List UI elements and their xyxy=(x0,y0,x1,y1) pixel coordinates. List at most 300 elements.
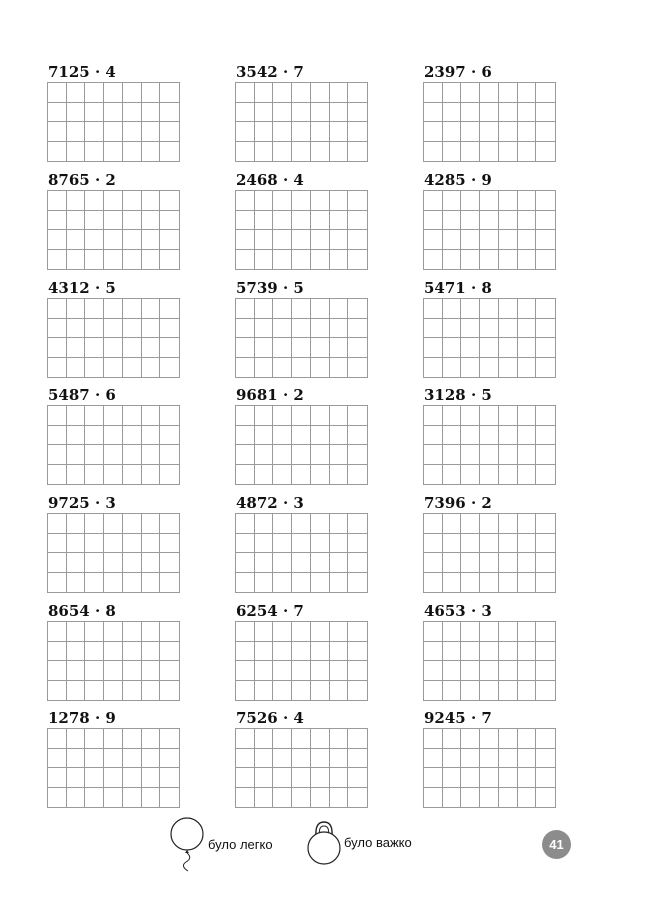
grid-cell[interactable] xyxy=(85,445,104,465)
grid-cell[interactable] xyxy=(330,358,349,378)
grid-cell[interactable] xyxy=(518,142,537,162)
grid-cell[interactable] xyxy=(480,122,499,142)
grid-cell[interactable] xyxy=(443,749,462,769)
grid-cell[interactable] xyxy=(292,573,311,593)
grid-cell[interactable] xyxy=(518,211,537,231)
grid-cell[interactable] xyxy=(142,338,161,358)
grid-cell[interactable] xyxy=(123,573,142,593)
grid-cell[interactable] xyxy=(104,514,123,534)
grid-cell[interactable] xyxy=(142,642,161,662)
grid-cell[interactable] xyxy=(160,729,179,749)
grid-cell[interactable] xyxy=(348,122,367,142)
grid-cell[interactable] xyxy=(104,788,123,808)
grid-cell[interactable] xyxy=(160,406,179,426)
grid-cell[interactable] xyxy=(48,465,67,485)
grid-cell[interactable] xyxy=(142,553,161,573)
grid-cell[interactable] xyxy=(443,211,462,231)
grid-cell[interactable] xyxy=(160,622,179,642)
grid-cell[interactable] xyxy=(348,729,367,749)
grid-cell[interactable] xyxy=(499,426,518,446)
feedback-easy[interactable] xyxy=(170,816,273,872)
grid-cell[interactable] xyxy=(67,142,86,162)
grid-cell[interactable] xyxy=(311,211,330,231)
grid-cell[interactable] xyxy=(480,230,499,250)
grid-cell[interactable] xyxy=(273,514,292,534)
grid-cell[interactable] xyxy=(424,788,443,808)
answer-grid[interactable] xyxy=(47,190,180,270)
grid-cell[interactable] xyxy=(48,338,67,358)
grid-cell[interactable] xyxy=(273,622,292,642)
grid-cell[interactable] xyxy=(536,358,555,378)
grid-cell[interactable] xyxy=(67,553,86,573)
grid-cell[interactable] xyxy=(292,250,311,270)
grid-cell[interactable] xyxy=(424,514,443,534)
grid-cell[interactable] xyxy=(48,358,67,378)
grid-cell[interactable] xyxy=(142,299,161,319)
grid-cell[interactable] xyxy=(424,426,443,446)
grid-cell[interactable] xyxy=(330,299,349,319)
grid-cell[interactable] xyxy=(104,319,123,339)
grid-cell[interactable] xyxy=(142,406,161,426)
grid-cell[interactable] xyxy=(348,358,367,378)
grid-cell[interactable] xyxy=(123,211,142,231)
grid-cell[interactable] xyxy=(255,729,274,749)
grid-cell[interactable] xyxy=(236,191,255,211)
grid-cell[interactable] xyxy=(255,768,274,788)
grid-cell[interactable] xyxy=(424,83,443,103)
grid-cell[interactable] xyxy=(443,230,462,250)
grid-cell[interactable] xyxy=(236,319,255,339)
grid-cell[interactable] xyxy=(142,768,161,788)
grid-cell[interactable] xyxy=(255,573,274,593)
grid-cell[interactable] xyxy=(443,514,462,534)
grid-cell[interactable] xyxy=(236,749,255,769)
grid-cell[interactable] xyxy=(348,103,367,123)
grid-cell[interactable] xyxy=(499,514,518,534)
grid-cell[interactable] xyxy=(85,661,104,681)
grid-cell[interactable] xyxy=(311,122,330,142)
answer-grid[interactable] xyxy=(423,621,556,701)
grid-cell[interactable] xyxy=(85,426,104,446)
grid-cell[interactable] xyxy=(499,319,518,339)
grid-cell[interactable] xyxy=(330,445,349,465)
grid-cell[interactable] xyxy=(273,299,292,319)
grid-cell[interactable] xyxy=(311,250,330,270)
grid-cell[interactable] xyxy=(292,553,311,573)
grid-cell[interactable] xyxy=(292,406,311,426)
grid-cell[interactable] xyxy=(311,514,330,534)
grid-cell[interactable] xyxy=(443,622,462,642)
grid-cell[interactable] xyxy=(160,122,179,142)
answer-grid[interactable] xyxy=(423,513,556,593)
grid-cell[interactable] xyxy=(536,514,555,534)
grid-cell[interactable] xyxy=(104,338,123,358)
grid-cell[interactable] xyxy=(255,83,274,103)
grid-cell[interactable] xyxy=(123,83,142,103)
grid-cell[interactable] xyxy=(236,211,255,231)
grid-cell[interactable] xyxy=(424,230,443,250)
grid-cell[interactable] xyxy=(142,661,161,681)
grid-cell[interactable] xyxy=(236,788,255,808)
grid-cell[interactable] xyxy=(518,445,537,465)
grid-cell[interactable] xyxy=(536,338,555,358)
grid-cell[interactable] xyxy=(123,142,142,162)
grid-cell[interactable] xyxy=(499,103,518,123)
grid-cell[interactable] xyxy=(499,642,518,662)
grid-cell[interactable] xyxy=(499,573,518,593)
grid-cell[interactable] xyxy=(142,142,161,162)
grid-cell[interactable] xyxy=(273,768,292,788)
grid-cell[interactable] xyxy=(499,211,518,231)
grid-cell[interactable] xyxy=(255,534,274,554)
grid-cell[interactable] xyxy=(536,445,555,465)
grid-cell[interactable] xyxy=(160,299,179,319)
grid-cell[interactable] xyxy=(461,211,480,231)
grid-cell[interactable] xyxy=(330,83,349,103)
grid-cell[interactable] xyxy=(461,358,480,378)
grid-cell[interactable] xyxy=(85,299,104,319)
grid-cell[interactable] xyxy=(311,729,330,749)
grid-cell[interactable] xyxy=(142,191,161,211)
grid-cell[interactable] xyxy=(255,122,274,142)
grid-cell[interactable] xyxy=(480,553,499,573)
grid-cell[interactable] xyxy=(499,338,518,358)
grid-cell[interactable] xyxy=(160,83,179,103)
grid-cell[interactable] xyxy=(311,661,330,681)
grid-cell[interactable] xyxy=(424,768,443,788)
grid-cell[interactable] xyxy=(142,534,161,554)
grid-cell[interactable] xyxy=(292,122,311,142)
grid-cell[interactable] xyxy=(160,250,179,270)
grid-cell[interactable] xyxy=(67,681,86,701)
grid-cell[interactable] xyxy=(85,319,104,339)
grid-cell[interactable] xyxy=(480,211,499,231)
grid-cell[interactable] xyxy=(311,319,330,339)
grid-cell[interactable] xyxy=(236,299,255,319)
grid-cell[interactable] xyxy=(104,749,123,769)
grid-cell[interactable] xyxy=(518,661,537,681)
grid-cell[interactable] xyxy=(461,142,480,162)
grid-cell[interactable] xyxy=(292,514,311,534)
grid-cell[interactable] xyxy=(443,406,462,426)
grid-cell[interactable] xyxy=(480,514,499,534)
grid-cell[interactable] xyxy=(480,681,499,701)
grid-cell[interactable] xyxy=(255,103,274,123)
grid-cell[interactable] xyxy=(255,299,274,319)
grid-cell[interactable] xyxy=(348,191,367,211)
grid-cell[interactable] xyxy=(518,426,537,446)
grid-cell[interactable] xyxy=(273,358,292,378)
grid-cell[interactable] xyxy=(443,250,462,270)
grid-cell[interactable] xyxy=(255,338,274,358)
grid-cell[interactable] xyxy=(273,661,292,681)
grid-cell[interactable] xyxy=(160,553,179,573)
grid-cell[interactable] xyxy=(480,319,499,339)
grid-cell[interactable] xyxy=(48,661,67,681)
grid-cell[interactable] xyxy=(536,681,555,701)
grid-cell[interactable] xyxy=(443,553,462,573)
grid-cell[interactable] xyxy=(142,788,161,808)
grid-cell[interactable] xyxy=(518,553,537,573)
grid-cell[interactable] xyxy=(123,553,142,573)
grid-cell[interactable] xyxy=(236,622,255,642)
grid-cell[interactable] xyxy=(499,768,518,788)
grid-cell[interactable] xyxy=(236,426,255,446)
grid-cell[interactable] xyxy=(330,465,349,485)
grid-cell[interactable] xyxy=(480,729,499,749)
grid-cell[interactable] xyxy=(104,445,123,465)
grid-cell[interactable] xyxy=(236,514,255,534)
grid-cell[interactable] xyxy=(311,406,330,426)
grid-cell[interactable] xyxy=(292,338,311,358)
grid-cell[interactable] xyxy=(48,406,67,426)
answer-grid[interactable] xyxy=(235,298,368,378)
grid-cell[interactable] xyxy=(461,319,480,339)
grid-cell[interactable] xyxy=(330,103,349,123)
grid-cell[interactable] xyxy=(160,142,179,162)
grid-cell[interactable] xyxy=(123,622,142,642)
grid-cell[interactable] xyxy=(255,622,274,642)
grid-cell[interactable] xyxy=(85,788,104,808)
grid-cell[interactable] xyxy=(461,749,480,769)
grid-cell[interactable] xyxy=(499,622,518,642)
grid-cell[interactable] xyxy=(424,749,443,769)
grid-cell[interactable] xyxy=(123,768,142,788)
grid-cell[interactable] xyxy=(160,788,179,808)
grid-cell[interactable] xyxy=(348,788,367,808)
grid-cell[interactable] xyxy=(330,250,349,270)
grid-cell[interactable] xyxy=(67,622,86,642)
answer-grid[interactable] xyxy=(47,405,180,485)
grid-cell[interactable] xyxy=(104,534,123,554)
grid-cell[interactable] xyxy=(67,83,86,103)
grid-cell[interactable] xyxy=(443,191,462,211)
grid-cell[interactable] xyxy=(255,250,274,270)
grid-cell[interactable] xyxy=(273,445,292,465)
grid-cell[interactable] xyxy=(236,358,255,378)
grid-cell[interactable] xyxy=(273,103,292,123)
grid-cell[interactable] xyxy=(236,573,255,593)
grid-cell[interactable] xyxy=(424,445,443,465)
grid-cell[interactable] xyxy=(311,465,330,485)
grid-cell[interactable] xyxy=(461,122,480,142)
grid-cell[interactable] xyxy=(424,338,443,358)
answer-grid[interactable] xyxy=(423,82,556,162)
grid-cell[interactable] xyxy=(273,465,292,485)
grid-cell[interactable] xyxy=(48,642,67,662)
grid-cell[interactable] xyxy=(292,729,311,749)
grid-cell[interactable] xyxy=(311,573,330,593)
grid-cell[interactable] xyxy=(348,319,367,339)
grid-cell[interactable] xyxy=(142,211,161,231)
grid-cell[interactable] xyxy=(499,445,518,465)
grid-cell[interactable] xyxy=(292,749,311,769)
answer-grid[interactable] xyxy=(423,298,556,378)
grid-cell[interactable] xyxy=(48,729,67,749)
grid-cell[interactable] xyxy=(518,534,537,554)
grid-cell[interactable] xyxy=(536,661,555,681)
grid-cell[interactable] xyxy=(67,319,86,339)
grid-cell[interactable] xyxy=(48,788,67,808)
grid-cell[interactable] xyxy=(348,250,367,270)
grid-cell[interactable] xyxy=(348,681,367,701)
grid-cell[interactable] xyxy=(461,445,480,465)
grid-cell[interactable] xyxy=(142,622,161,642)
grid-cell[interactable] xyxy=(104,768,123,788)
grid-cell[interactable] xyxy=(348,749,367,769)
grid-cell[interactable] xyxy=(443,83,462,103)
grid-cell[interactable] xyxy=(160,191,179,211)
grid-cell[interactable] xyxy=(123,465,142,485)
grid-cell[interactable] xyxy=(311,142,330,162)
grid-cell[interactable] xyxy=(255,211,274,231)
grid-cell[interactable] xyxy=(85,729,104,749)
grid-cell[interactable] xyxy=(443,534,462,554)
grid-cell[interactable] xyxy=(273,426,292,446)
answer-grid[interactable] xyxy=(47,513,180,593)
grid-cell[interactable] xyxy=(311,191,330,211)
grid-cell[interactable] xyxy=(311,768,330,788)
grid-cell[interactable] xyxy=(48,749,67,769)
grid-cell[interactable] xyxy=(273,573,292,593)
grid-cell[interactable] xyxy=(480,338,499,358)
grid-cell[interactable] xyxy=(67,573,86,593)
grid-cell[interactable] xyxy=(104,622,123,642)
grid-cell[interactable] xyxy=(480,426,499,446)
grid-cell[interactable] xyxy=(292,319,311,339)
grid-cell[interactable] xyxy=(330,534,349,554)
grid-cell[interactable] xyxy=(273,406,292,426)
grid-cell[interactable] xyxy=(48,299,67,319)
grid-cell[interactable] xyxy=(348,573,367,593)
grid-cell[interactable] xyxy=(48,122,67,142)
grid-cell[interactable] xyxy=(292,191,311,211)
grid-cell[interactable] xyxy=(518,230,537,250)
grid-cell[interactable] xyxy=(330,211,349,231)
grid-cell[interactable] xyxy=(236,553,255,573)
grid-cell[interactable] xyxy=(424,250,443,270)
grid-cell[interactable] xyxy=(424,622,443,642)
grid-cell[interactable] xyxy=(424,211,443,231)
grid-cell[interactable] xyxy=(123,445,142,465)
grid-cell[interactable] xyxy=(255,465,274,485)
grid-cell[interactable] xyxy=(480,103,499,123)
grid-cell[interactable] xyxy=(142,514,161,534)
grid-cell[interactable] xyxy=(67,191,86,211)
grid-cell[interactable] xyxy=(536,230,555,250)
grid-cell[interactable] xyxy=(236,661,255,681)
grid-cell[interactable] xyxy=(236,406,255,426)
grid-cell[interactable] xyxy=(536,142,555,162)
grid-cell[interactable] xyxy=(67,406,86,426)
grid-cell[interactable] xyxy=(536,103,555,123)
grid-cell[interactable] xyxy=(461,553,480,573)
grid-cell[interactable] xyxy=(160,426,179,446)
grid-cell[interactable] xyxy=(443,338,462,358)
grid-cell[interactable] xyxy=(536,122,555,142)
grid-cell[interactable] xyxy=(67,749,86,769)
grid-cell[interactable] xyxy=(461,681,480,701)
grid-cell[interactable] xyxy=(160,573,179,593)
grid-cell[interactable] xyxy=(104,191,123,211)
grid-cell[interactable] xyxy=(480,768,499,788)
grid-cell[interactable] xyxy=(499,534,518,554)
grid-cell[interactable] xyxy=(123,534,142,554)
grid-cell[interactable] xyxy=(292,768,311,788)
grid-cell[interactable] xyxy=(48,534,67,554)
grid-cell[interactable] xyxy=(536,319,555,339)
grid-cell[interactable] xyxy=(160,211,179,231)
grid-cell[interactable] xyxy=(160,319,179,339)
answer-grid[interactable] xyxy=(47,298,180,378)
grid-cell[interactable] xyxy=(160,465,179,485)
grid-cell[interactable] xyxy=(348,465,367,485)
grid-cell[interactable] xyxy=(67,729,86,749)
grid-cell[interactable] xyxy=(142,749,161,769)
grid-cell[interactable] xyxy=(443,465,462,485)
grid-cell[interactable] xyxy=(160,445,179,465)
grid-cell[interactable] xyxy=(443,103,462,123)
grid-cell[interactable] xyxy=(348,445,367,465)
grid-cell[interactable] xyxy=(255,142,274,162)
grid-cell[interactable] xyxy=(67,788,86,808)
grid-cell[interactable] xyxy=(480,250,499,270)
grid-cell[interactable] xyxy=(518,573,537,593)
grid-cell[interactable] xyxy=(273,749,292,769)
grid-cell[interactable] xyxy=(480,573,499,593)
grid-cell[interactable] xyxy=(236,338,255,358)
grid-cell[interactable] xyxy=(424,142,443,162)
grid-cell[interactable] xyxy=(499,553,518,573)
grid-cell[interactable] xyxy=(424,573,443,593)
grid-cell[interactable] xyxy=(160,534,179,554)
grid-cell[interactable] xyxy=(480,534,499,554)
grid-cell[interactable] xyxy=(330,729,349,749)
grid-cell[interactable] xyxy=(424,534,443,554)
grid-cell[interactable] xyxy=(123,788,142,808)
grid-cell[interactable] xyxy=(480,465,499,485)
grid-cell[interactable] xyxy=(236,642,255,662)
grid-cell[interactable] xyxy=(236,445,255,465)
grid-cell[interactable] xyxy=(48,553,67,573)
grid-cell[interactable] xyxy=(255,230,274,250)
grid-cell[interactable] xyxy=(499,788,518,808)
grid-cell[interactable] xyxy=(142,83,161,103)
grid-cell[interactable] xyxy=(461,788,480,808)
grid-cell[interactable] xyxy=(85,406,104,426)
grid-cell[interactable] xyxy=(536,788,555,808)
grid-cell[interactable] xyxy=(461,426,480,446)
grid-cell[interactable] xyxy=(142,426,161,446)
grid-cell[interactable] xyxy=(292,445,311,465)
answer-grid[interactable] xyxy=(47,82,180,162)
grid-cell[interactable] xyxy=(461,661,480,681)
grid-cell[interactable] xyxy=(348,426,367,446)
grid-cell[interactable] xyxy=(348,642,367,662)
grid-cell[interactable] xyxy=(85,534,104,554)
grid-cell[interactable] xyxy=(273,534,292,554)
grid-cell[interactable] xyxy=(518,338,537,358)
grid-cell[interactable] xyxy=(443,642,462,662)
grid-cell[interactable] xyxy=(518,749,537,769)
grid-cell[interactable] xyxy=(292,426,311,446)
grid-cell[interactable] xyxy=(255,749,274,769)
grid-cell[interactable] xyxy=(292,230,311,250)
grid-cell[interactable] xyxy=(160,768,179,788)
grid-cell[interactable] xyxy=(123,338,142,358)
grid-cell[interactable] xyxy=(236,230,255,250)
grid-cell[interactable] xyxy=(85,230,104,250)
